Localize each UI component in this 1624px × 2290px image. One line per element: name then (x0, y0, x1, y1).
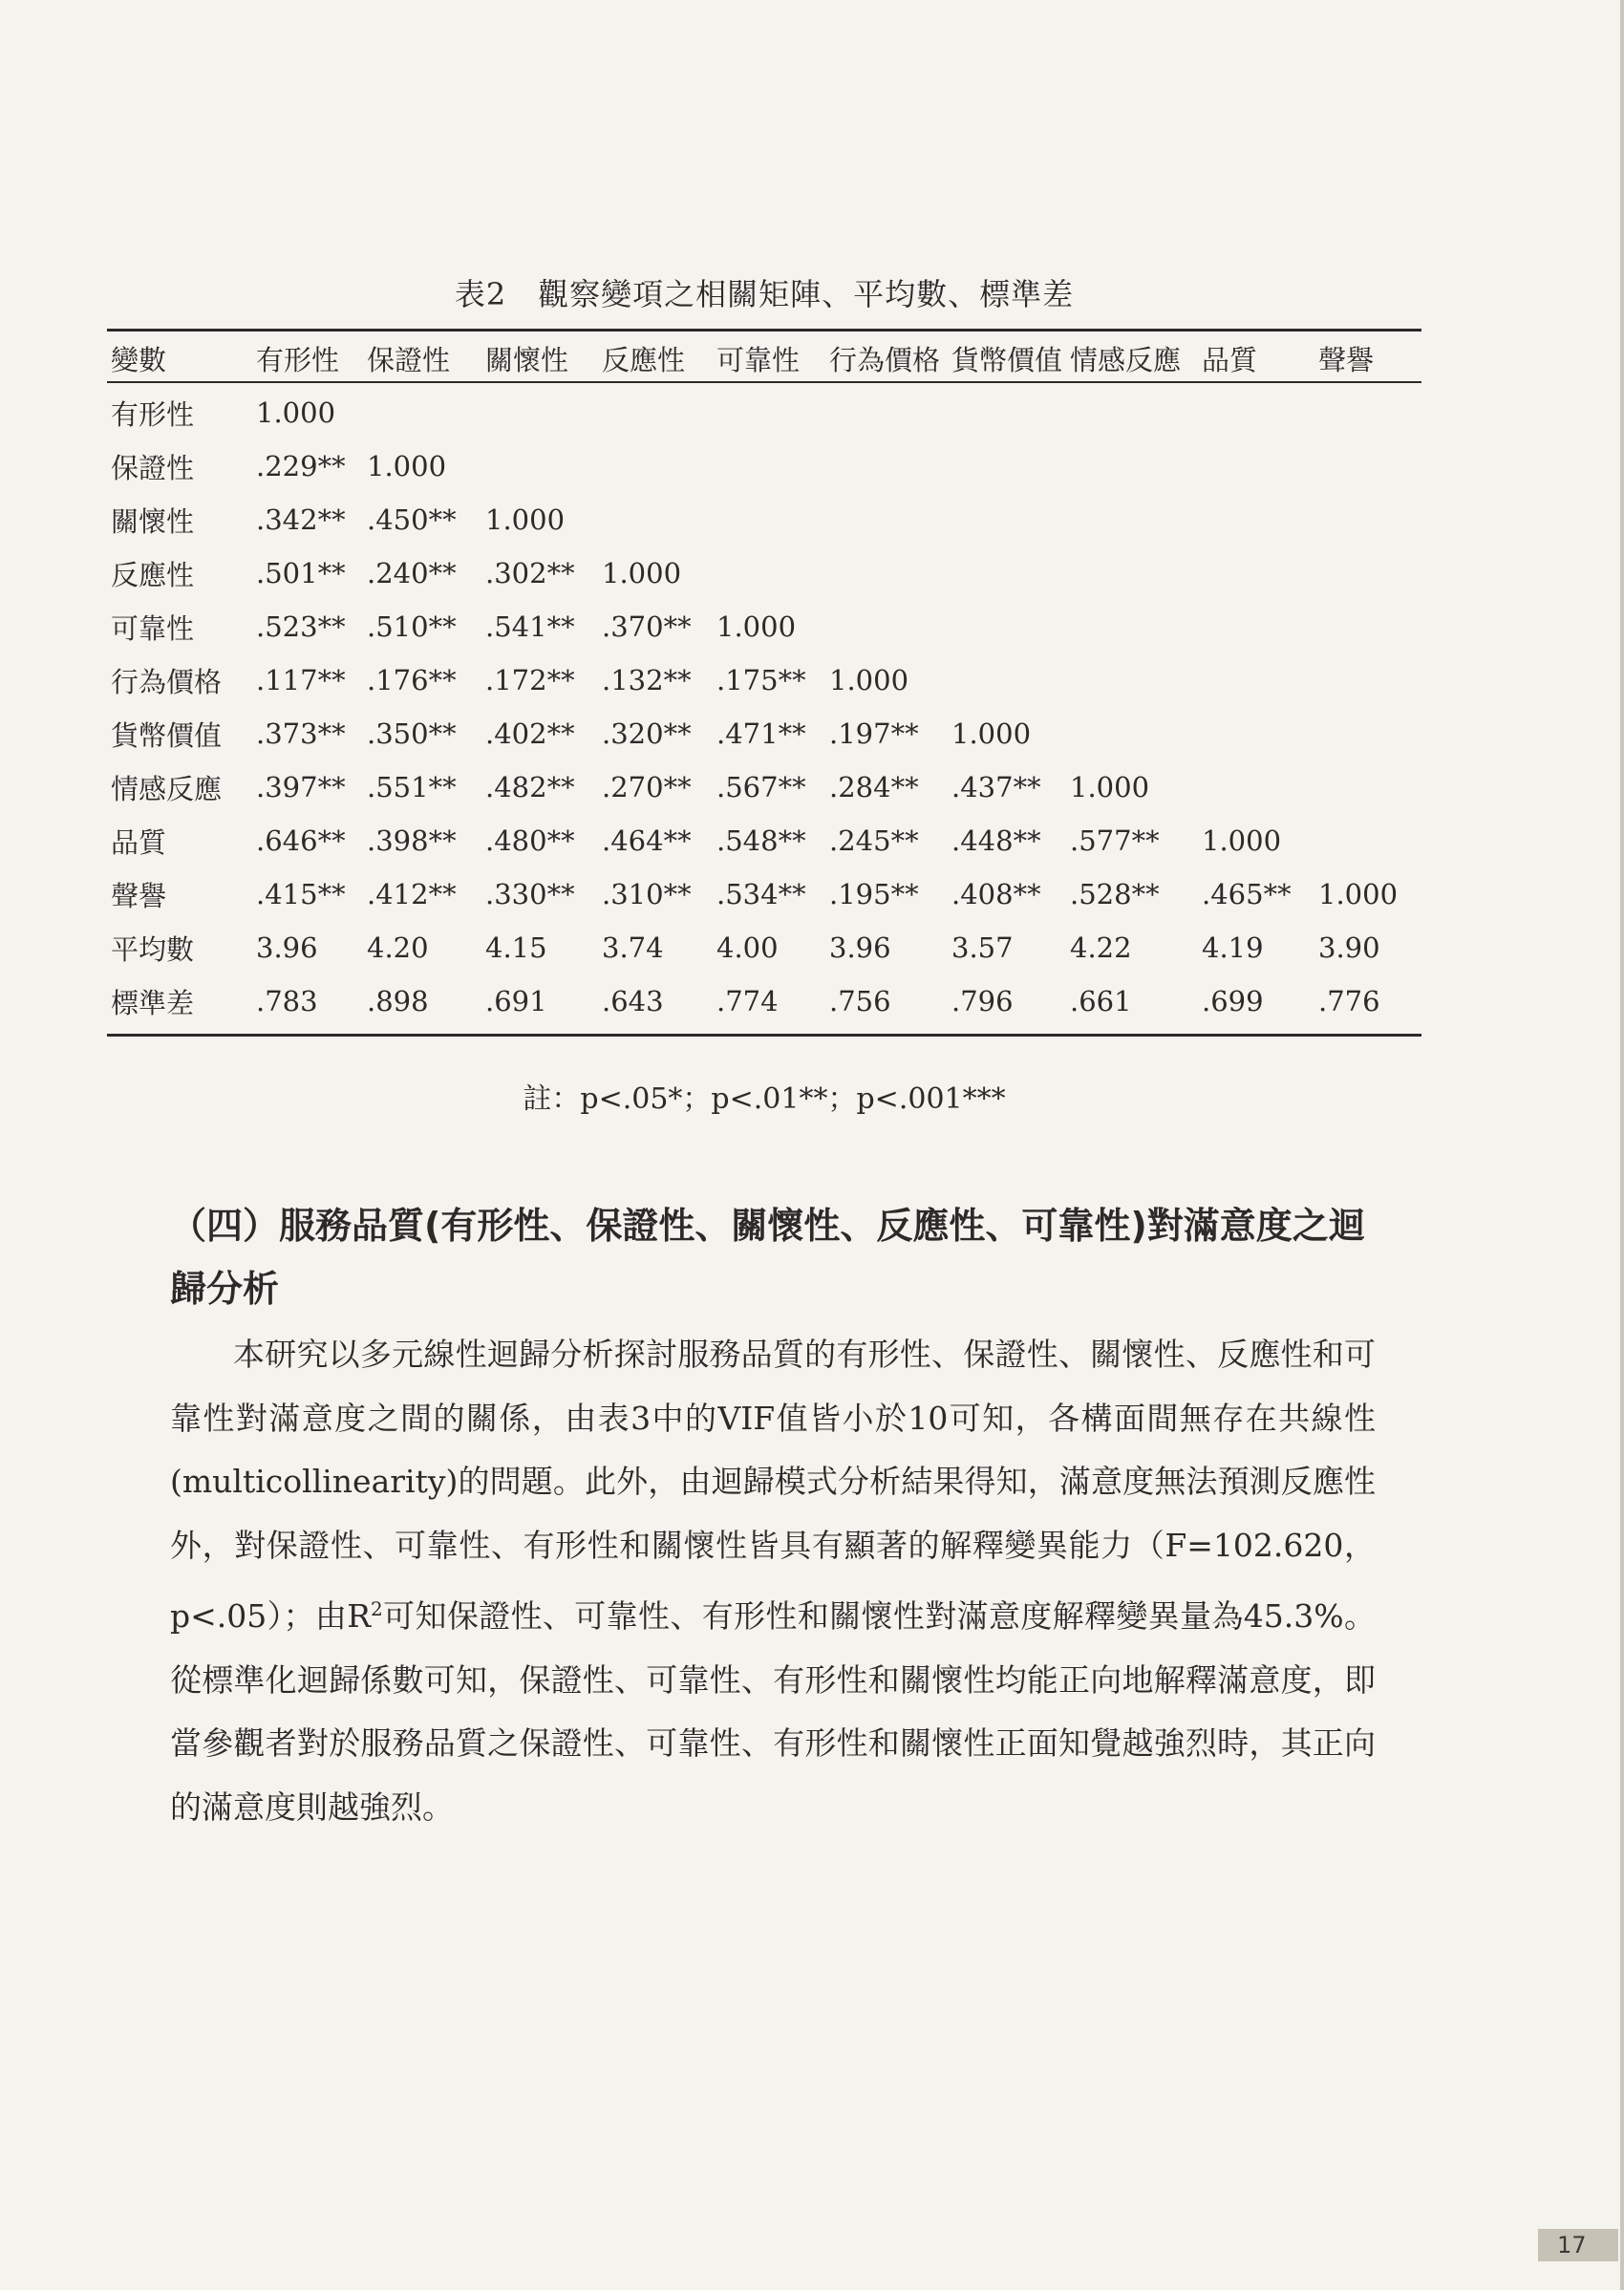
table-cell (825, 439, 948, 493)
row-label: 貨幣價值 (111, 718, 223, 752)
table-cell (1314, 546, 1421, 600)
table-row (107, 382, 1421, 439)
table-cell: 4.15 (485, 931, 547, 964)
table-cell (1066, 600, 1198, 653)
table-row (107, 493, 1421, 546)
row-label: 保證性 (111, 451, 195, 484)
table-cell: 1.000 (367, 450, 447, 482)
table-cell (598, 382, 713, 439)
table-cell: .437** (951, 771, 1041, 803)
row-label: 平均數 (111, 932, 195, 966)
table-cell: .310** (602, 878, 692, 910)
table-cell: .691 (485, 985, 547, 1017)
row-label: 有形性 (111, 397, 195, 431)
table-body (107, 382, 1421, 1028)
table-cell: .643 (602, 985, 664, 1017)
table-cell (1314, 760, 1421, 814)
table-cell: .117** (256, 664, 346, 696)
table-cell (481, 439, 598, 493)
table-cell: 1.000 (951, 717, 1032, 750)
header-cell: 可靠性 (716, 343, 801, 376)
table-cell: .796 (951, 985, 1014, 1017)
table-row (107, 974, 1421, 1028)
table-cell: .482** (485, 771, 575, 803)
table-cell: 1.000 (716, 610, 797, 643)
table-cell: 3.96 (256, 931, 318, 964)
table-cell: 1.000 (602, 557, 682, 589)
table-cell: 3.90 (1318, 931, 1380, 964)
table-cell: .284** (829, 771, 919, 803)
table-cell: 4.22 (1070, 931, 1132, 964)
r-squared-superscript: 2 (371, 1597, 383, 1620)
table-row (107, 707, 1421, 760)
page-number: 17 (1538, 2229, 1618, 2261)
table-cell: 3.57 (951, 931, 1014, 964)
table-cell (1066, 653, 1198, 707)
paragraph-text-2: 可知保證性、可靠性、有形性和關懷性對滿意度解釋變異量為45.3%。從標準化迴歸係數可知，保證性、可靠性、有形性和關懷性均能正向地解釋滿意度，即當參觀者對於服務品質之保證性、可靠性、有形性和關懷性正面知覺越強烈時，其正向的滿意度則越強烈。 (170, 1597, 1376, 1826)
table-cell: .320** (602, 717, 692, 750)
table-cell: .448** (951, 824, 1041, 857)
page-edge (1620, 0, 1624, 2290)
header-cell: 品質 (1202, 343, 1258, 376)
table-cell: .528** (1070, 878, 1160, 910)
table-cell: .646** (256, 824, 346, 857)
table-cell: .175** (716, 664, 806, 696)
table-cell (1066, 382, 1198, 439)
table-cell (713, 439, 825, 493)
table-cell (825, 546, 948, 600)
table-cell (1314, 493, 1421, 546)
table-cell: .132** (602, 664, 692, 696)
table-cell: 1.000 (485, 503, 566, 536)
table-cell (1314, 814, 1421, 867)
table-cell: .302** (485, 557, 575, 589)
table-cell: .350** (367, 717, 457, 750)
table-cell (1198, 653, 1314, 707)
table-cell (948, 546, 1066, 600)
table-cell: 4.20 (367, 931, 429, 964)
table-cell (713, 493, 825, 546)
header-cell: 行為價格 (829, 343, 941, 376)
table-cell (948, 439, 1066, 493)
table-cell: .408** (951, 878, 1041, 910)
table-cell: .551** (367, 771, 457, 803)
header-cell: 情感反應 (1070, 343, 1182, 376)
table-cell: 1.000 (829, 664, 909, 696)
row-label: 可靠性 (111, 611, 195, 645)
table-cell (948, 653, 1066, 707)
header-cell: 反應性 (602, 343, 686, 376)
table-row (107, 546, 1421, 600)
table-cell (1198, 546, 1314, 600)
table-cell: .270** (602, 771, 692, 803)
section-paragraph (170, 1323, 1376, 1839)
row-label: 聲譽 (111, 879, 167, 912)
table-cell: 1.000 (1318, 878, 1399, 910)
table-cell (1198, 600, 1314, 653)
table-cell (598, 439, 713, 493)
row-label: 標準差 (111, 986, 195, 1019)
table-cell: .330** (485, 878, 575, 910)
table-cell: .195** (829, 878, 919, 910)
table-cell (1066, 439, 1198, 493)
table-cell: 4.00 (716, 931, 779, 964)
table-top-rule (107, 329, 1421, 332)
table-cell (598, 493, 713, 546)
table-row (107, 921, 1421, 974)
table-cell: .370** (602, 610, 692, 643)
table-cell: .541** (485, 610, 575, 643)
table-row (107, 439, 1421, 493)
table-cell (1066, 493, 1198, 546)
table-cell (1314, 439, 1421, 493)
header-cell: 貨幣價值 (951, 343, 1063, 376)
table-row (107, 814, 1421, 867)
table-cell (1314, 653, 1421, 707)
table-cell: .373** (256, 717, 346, 750)
table-cell: .172** (485, 664, 575, 696)
table-cell: .471** (716, 717, 806, 750)
table-cell (825, 600, 948, 653)
table-cell: .898 (367, 985, 429, 1017)
table-row (107, 760, 1421, 814)
table-cell: .774 (716, 985, 779, 1017)
table-cell: .464** (602, 824, 692, 857)
table-cell (948, 493, 1066, 546)
table-cell: .465** (1202, 878, 1292, 910)
table-cell (1066, 707, 1198, 760)
header-cell: 聲譽 (1318, 343, 1375, 376)
table-cell: .783 (256, 985, 318, 1017)
table-cell: .534** (716, 878, 806, 910)
table-note: 註：p<.05*；p<.01**；p<.001*** (523, 1082, 1006, 1116)
table-header-row (107, 334, 1421, 382)
table-cell: 1.000 (1070, 771, 1150, 803)
table-cell (1314, 600, 1421, 653)
table-cell (1314, 382, 1421, 439)
header-cell: 關懷性 (485, 343, 569, 376)
row-label: 情感反應 (111, 772, 223, 805)
table-cell: .523** (256, 610, 346, 643)
table-cell: .197** (829, 717, 919, 750)
table-cell (1198, 493, 1314, 546)
table-cell: .510** (367, 610, 457, 643)
table-cell: .397** (256, 771, 346, 803)
table-title: 表2 觀察變項之相關矩陣、平均數、標準差 (454, 276, 1075, 312)
table-cell: .699 (1202, 985, 1264, 1017)
table-cell: 1.000 (256, 396, 336, 429)
table-cell: 4.19 (1202, 931, 1264, 964)
header-cell: 保證性 (367, 343, 451, 376)
table-row (107, 867, 1421, 921)
table-cell: .402** (485, 717, 575, 750)
table-row (107, 600, 1421, 653)
row-label: 品質 (111, 825, 167, 859)
header-cell: 有形性 (256, 343, 340, 376)
table-cell: 3.96 (829, 931, 891, 964)
table-cell: .577** (1070, 824, 1160, 857)
section-heading: （四）服務品質(有形性、保證性、關懷性、反應性、可靠性)對滿意度之迴歸分析 (170, 1205, 1365, 1310)
table-cell: .501** (256, 557, 346, 589)
table-cell: 3.74 (602, 931, 664, 964)
table-cell (713, 546, 825, 600)
table-cell: 1.000 (1202, 824, 1282, 857)
table-cell (1198, 707, 1314, 760)
table-cell (1198, 382, 1314, 439)
table-cell: .412** (367, 878, 457, 910)
table-cell (825, 493, 948, 546)
table-cell (1066, 546, 1198, 600)
paragraph-text-1: 本研究以多元線性迴歸分析探討服務品質的有形性、保證性、關懷性、反應性和可靠性對滿意度之間的關係，由表3中的VIF值皆小於10可知，各構面間無存在共線性(multicollinearity)的問題。此外，由迴歸模式分析結果得知，滿意度無法預測反應性外，對保證性、可靠性、有形性和關懷性皆具有顯著的解釋變異能力（F=102.620，p<.05）；由R (170, 1336, 1376, 1635)
header-cell: 變數 (111, 343, 167, 376)
table-cell: .480** (485, 824, 575, 857)
table-cell: .450** (367, 503, 457, 536)
table-cell: .240** (367, 557, 457, 589)
table-cell: .756 (829, 985, 891, 1017)
row-label: 行為價格 (111, 665, 223, 698)
table-cell (481, 382, 598, 439)
table-cell: .661 (1070, 985, 1132, 1017)
table-cell: .415** (256, 878, 346, 910)
table-cell: .342** (256, 503, 346, 536)
table-cell: .245** (829, 824, 919, 857)
table-cell (1198, 760, 1314, 814)
table-cell (1314, 707, 1421, 760)
table-cell (363, 382, 481, 439)
correlation-table (107, 334, 1421, 1028)
table-cell: .176** (367, 664, 457, 696)
table-cell (1198, 439, 1314, 493)
table-cell (825, 382, 948, 439)
table-cell (713, 382, 825, 439)
table-cell: .567** (716, 771, 806, 803)
table-bottom-rule (107, 1034, 1421, 1037)
table-cell (948, 600, 1066, 653)
table-row (107, 653, 1421, 707)
table-cell: .229** (256, 450, 346, 482)
table-cell: .398** (367, 824, 457, 857)
table-cell: .776 (1318, 985, 1380, 1017)
row-label: 反應性 (111, 558, 195, 591)
table-cell: .548** (716, 824, 806, 857)
row-label: 關懷性 (111, 504, 195, 538)
table-cell (948, 382, 1066, 439)
